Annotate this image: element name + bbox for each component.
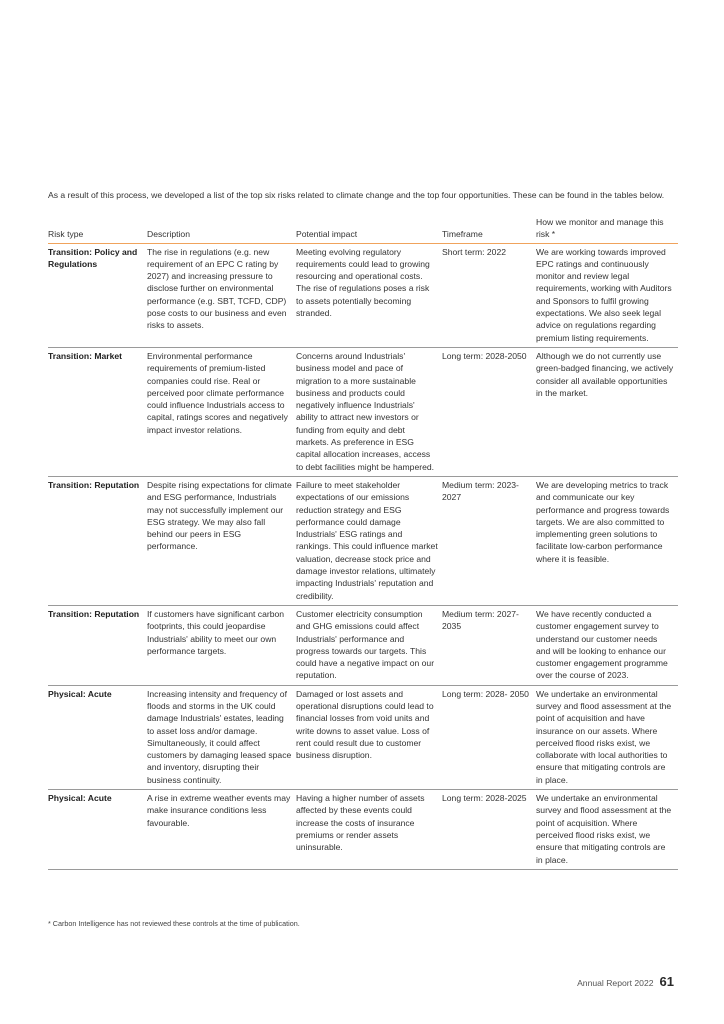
cell-potential-impact: Concerns around Industrials' business model and pace of migration to a more sustainable business and products could negatively influence Industrials' ability to attract new investors or funding from equity and debt markets. As preference in ESG capital allocation increases, access to debt facilities might be hampered. (296, 347, 442, 476)
table-header-row (48, 216, 678, 243)
cell-potential-impact: Meeting evolving regulatory requirements could lead to growing resourcing and operational costs. The rise of regulations poses a risk to assets potentially becoming stranded. (296, 243, 442, 347)
cell-potential-impact: Having a higher number of assets affected by these events could increase the costs of insurance premiums or render assets uninsurable. (296, 790, 442, 870)
table-row (48, 243, 678, 347)
cell-risk-type: Physical: Acute (48, 685, 147, 789)
climate-risk-table (48, 216, 678, 870)
cell-timeframe: Medium term: 2027-2035 (442, 605, 536, 685)
cell-monitor: We are working towards improved EPC ratings and continuously monitor and review legal requirements, working with Auditors and Sponsors to fulfil growing expectations. We also seek legal advice on regulations regarding premium listing requirements. (536, 243, 678, 347)
footnote: * Carbon Intelligence has not reviewed these controls at the time of publication. (48, 919, 300, 928)
intro-paragraph: As a result of this process, we developed a list of the top six risks related to climate change and the top four opportunities. These can be found in the tables below. (48, 189, 665, 200)
cell-timeframe: Long term: 2028- 2050 (442, 685, 536, 789)
cell-risk-type: Transition: Reputation (48, 605, 147, 685)
header-timeframe: Timeframe (442, 216, 536, 243)
report-name: Annual Report 2022 (577, 978, 654, 988)
cell-description: Environmental performance requirements of premium-listed companies could rise. Real or perceived poor climate performance could influence Industrials access to capital, ratings scores and negatively impact investor relations. (147, 347, 296, 476)
cell-risk-type: Physical: Acute (48, 790, 147, 870)
page-footer (577, 974, 674, 989)
cell-risk-type: Transition: Policy and Regulations (48, 243, 147, 347)
header-monitor: How we monitor and manage this risk * (536, 216, 678, 243)
cell-description: A rise in extreme weather events may make insurance conditions less favourable. (147, 790, 296, 870)
cell-monitor: We undertake an environmental survey and flood assessment at the point of acquisition and have insurance on our assets. Where perceived flood risks exist, we collaborate with local authorities to ensure that mitigating controls are in place. (536, 685, 678, 789)
cell-description: If customers have significant carbon footprints, this could jeopardise Industrials' ability to meet our own performance targets. (147, 605, 296, 685)
cell-monitor: Although we do not currently use green-badged financing, we actively consider all available opportunities in the market. (536, 347, 678, 476)
table-row (48, 790, 678, 870)
cell-monitor: We are developing metrics to track and communicate our key performance and progress towards targets. We are also committed to implementing green solutions to facilitate low-carbon performance where it is feasible. (536, 476, 678, 605)
cell-risk-type: Transition: Market (48, 347, 147, 476)
cell-potential-impact: Failure to meet stakeholder expectations of our emissions reduction strategy and ESG performance could damage Industrials' ESG ratings and rankings. This could influence market valuation, decrease stock price and damage investor relations, ultimately impacting Industrials' reputation and credibility. (296, 476, 442, 605)
header-description: Description (147, 216, 296, 243)
table-row (48, 347, 678, 476)
cell-description: Increasing intensity and frequency of floods and storms in the UK could damage Industrials' estates, leading to asset loss and/or damage. Simultaneously, it could affect customers by damaging leased space and inventory, disrupting their business continuity. (147, 685, 296, 789)
cell-timeframe: Short term: 2022 (442, 243, 536, 347)
cell-potential-impact: Customer electricity consumption and GHG emissions could affect Industrials' performance and progress towards our targets. This could have a negative impact on our reputation. (296, 605, 442, 685)
cell-monitor: We undertake an environmental survey and flood assessment at the point of acquisition. Where perceived flood risks exist, we ensure that mitigating controls are in place. (536, 790, 678, 870)
cell-timeframe: Medium term: 2023-2027 (442, 476, 536, 605)
cell-risk-type: Transition: Reputation (48, 476, 147, 605)
cell-description: The rise in regulations (e.g. new requirement of an EPC C rating by 2027) and increasing pressure to disclose further on environmental performance (e.g. SBT, TCFD, CDP) pose costs to our business and even risks to assets. (147, 243, 296, 347)
cell-timeframe: Long term: 2028-2025 (442, 790, 536, 870)
table-row (48, 605, 678, 685)
cell-description: Despite rising expectations for climate and ESG performance, Industrials may not successfully implement our ESG strategy. We may also fall behind our peers in ESG performance. (147, 476, 296, 605)
cell-potential-impact: Damaged or lost assets and operational disruptions could lead to financial losses from void units and write downs to asset value. Loss of rent could result due to customer business disruption. (296, 685, 442, 789)
header-potential-impact: Potential impact (296, 216, 442, 243)
cell-monitor: We have recently conducted a customer engagement survey to understand our customer needs and will be looking to enhance our customer engagement programme over the course of 2023. (536, 605, 678, 685)
cell-timeframe: Long term: 2028-2050 (442, 347, 536, 476)
page-number: 61 (659, 974, 674, 989)
table-row (48, 685, 678, 789)
table-row (48, 476, 678, 605)
header-risk-type: Risk type (48, 216, 147, 243)
